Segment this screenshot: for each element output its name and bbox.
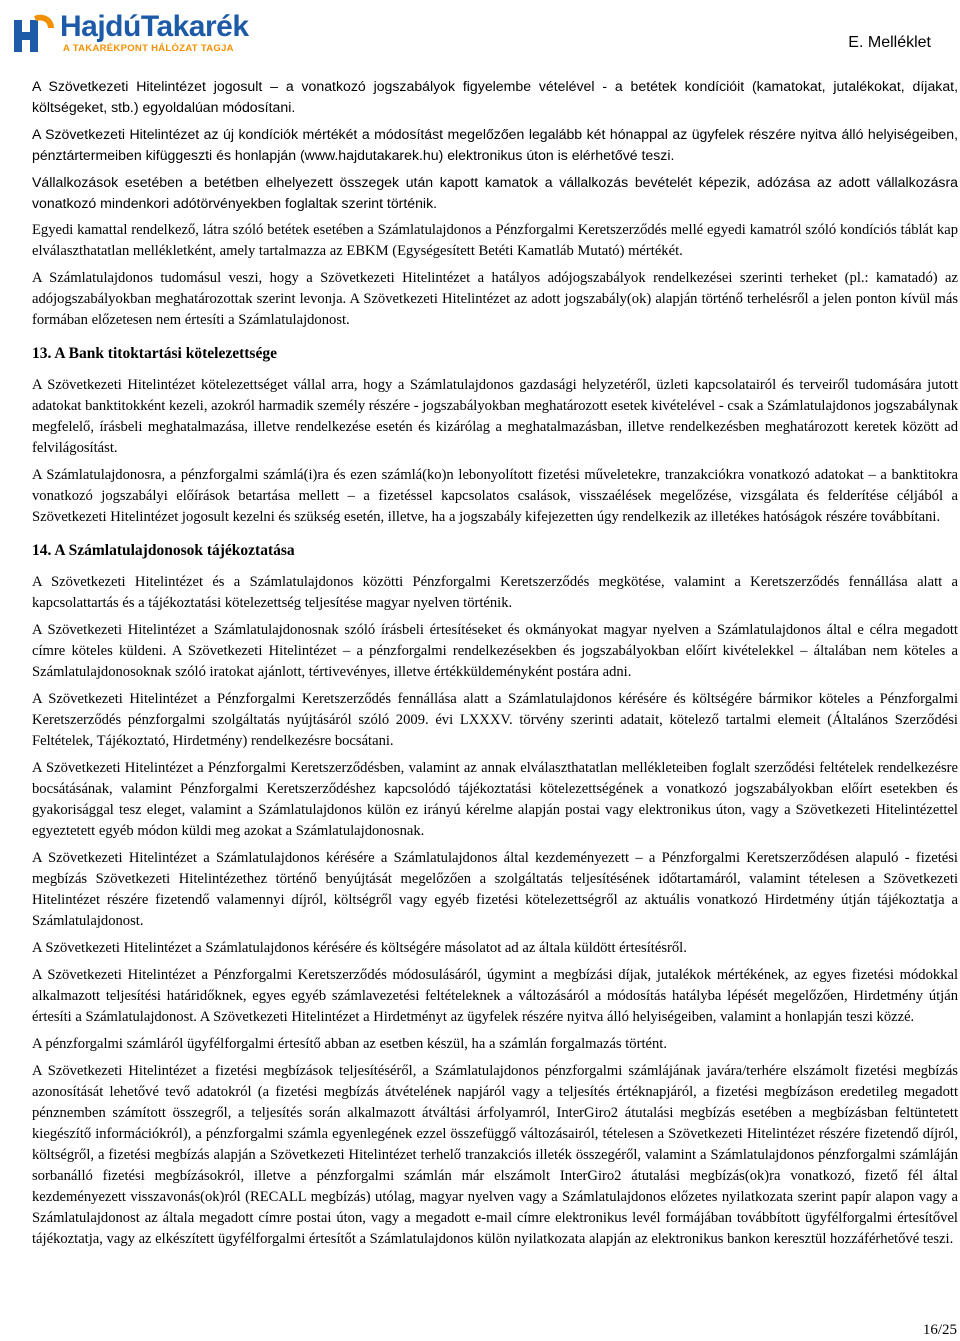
hajdu-takarek-logo	[10, 10, 250, 62]
logo-mark-icon	[10, 12, 56, 56]
body-paragraph: A Szövetkezeti Hitelintézet a Pénzforgalmi Keretszerződésben, valamint az annak elválaszthatatlan mellékleteiben foglalt szerződési feltételek rendelkezésre bocsátásának, valamint Pénzforgalmi Keretszerződéshez kapcsolódó tájékoztatási kötelezettségének a vonatkozó jogszabályokban előírt esetekben és gyakorisággal tesz eleget, valamint a Számlatulajdonos külön ez irányú kérelme alapján postai vagy elektronikus úton, vagy a Szövetkezeti Hitelintézettel egyeztetett egyéb módon küldi meg azokat a Számlatulajdonosnak.	[32, 760, 958, 839]
body-paragraph: A Szövetkezeti Hitelintézet a Számlatulajdonosnak szóló írásbeli értesítéseket és okmányokat magyar nyelven a Számlatulajdonos által e célra megadott címre köteles küldeni. A Szövetkezeti Hitelintézet – a pénzforgalmi rendelkezésekben és jogszabályokban előírt kivételekkel – általában nem köteles a Számlatulajdonosoknak szóló iratokat ajánlott, tértivevényes, illetve értékküldeményként postára adni.	[32, 622, 958, 680]
logo-word-takarek: Takarék	[140, 10, 249, 43]
body-paragraph: A Szövetkezeti Hitelintézet az új kondíciók mértékét a módosítást megelőzően legalább két hónappal az ügyfelek részére nyitva álló helyiségeiben, pénztártermeiben kifüggeszti és honlapján (www.hajdutakarek.hu) elektronikus úton is elérhetővé teszi.	[32, 126, 958, 163]
body-paragraph: A Számlatulajdonos tudomásul veszi, hogy a Szövetkezeti Hitelintézet a hatályos adójogszabályok rendelkezései szerinti terheket (pl.: kamatadó) az adójogszabályokban meghatározottak szerint levonja. A Szövetkezeti Hitelintézet az adott jogszabály(ok) alapján történő terhelésről a jelen ponton kívül más formában előzetesen nem értesíti a Számlatulajdonost.	[32, 270, 958, 328]
body-paragraph: A Szövetkezeti Hitelintézet a Számlatulajdonos kérésére a Számlatulajdonos által kezdeményezett – a Pénzforgalmi Keretszerződésen alapuló - fizetési megbízás Szövetkezeti Hitelintézethez történő benyújtását megelőzően a szolgáltatás teljesítésének időtartamáról, valamint tételesen a Szövetkezeti Hitelintézet részére fizetendő valamennyi díjról, költségről vagy egyéb fizetési kötelezettségről az aktuális vonatkozó Hirdetmény útján tájékoztatja a Számlatulajdonost.	[32, 850, 958, 929]
annex-label: E. Melléklet	[848, 34, 931, 51]
body-paragraph: A Számlatulajdonosra, a pénzforgalmi számlá(i)ra és ezen számlá(ko)n lebonyolított fizetési műveletekre, tranzakciókra vonatkozó adatokat – a banktitokra vonatkozó jogszabályi előírások betartása mellett – a fizetéssel kapcsolatos csalások, visszaélések megelőzése, vizsgálata és felderítése céljából a Szövetkezeti Hitelintézet jogosult kezelni és szükség esetén, illetve, ha a jogszabály kifejezetten úgy rendelkezik az illetékes hatóságok részére továbbítani.	[32, 467, 958, 525]
body-paragraph: Vállalkozások esetében a betétben elhelyezett összegek után kapott kamatok a vállalkozás bevételét képezik, adózása az adott vállalkozásra vonatkozó mindenkori adótörvényekben foglaltak szerint történik.	[32, 174, 958, 211]
body-paragraph: A pénzforgalmi számláról ügyfélforgalmi értesítő abban az esetben készül, ha a számlán forgalmazás történt.	[32, 1036, 667, 1052]
document-body	[32, 76, 958, 1250]
logo-tagline: A TAKARÉKPONT HÁLÓZAT TAGJA	[63, 43, 234, 54]
logo-word-hajdu: Hajdú	[60, 10, 141, 43]
body-paragraph: Egyedi kamattal rendelkező, látra szóló betétek esetében a Számlatulajdonos a Pénzforgalmi Keretszerződés mellé egyedi kamatról szóló kondíciós táblát kap elválaszthatatlan mellékletként, amely tartalmazza az EBKM (Egységesített Betéti Kamatláb Mutató) mértékét.	[32, 222, 958, 259]
page-number: 16/25	[922, 1322, 957, 1338]
body-paragraph: A Szövetkezeti Hitelintézet jogosult – a vonatkozó jogszabályok figyelembe vételével - a betétek kondícióit (kamatokat, jutalékokat, díjakat, költségeket, stb.) egyoldalúan módosítani.	[32, 78, 958, 115]
body-paragraph: A Szövetkezeti Hitelintézet kötelezettséget vállal arra, hogy a Számlatulajdonos gazdasági helyzetéről, üzleti kapcsolatairól és terveiről tudomására jutott adatokat banktitokként kezeli, azokról harmadik személy részére - jogszabályokban meghatározott esetek kivételével - csak a Számlatulajdonos jogszabálynak megfelelő, írásbeli meghatalmazása, illetve rendelkezése esetén és kizárólag a meghatalmazásban, illetve rendelkezésben meghatározott keretek között ad felvilágosítást.	[32, 377, 958, 456]
body-paragraph: A Szövetkezeti Hitelintézet a Pénzforgalmi Keretszerződés fennállása alatt a Számlatulajdonos kérésére és költségére bármikor köteles a Pénzforgalmi Keretszerződés pénzforgalmi szolgáltatás nyújtásáról szóló 2009. évi LXXXV. törvény szerinti adatait, kötelező tartalmi elemeit (Általános Szerződési Feltételek, Tájékoztató, Hirdetmény) rendelkezésre bocsátani.	[32, 691, 958, 749]
body-paragraph: A Szövetkezeti Hitelintézet a Pénzforgalmi Keretszerződés módosulásáról, úgymint a megbízási díjak, jutalékok mértékének, az egyes fizetési módokkal alkalmazott teljesítési határidőknek, egyes egyéb számlavezetési feltételeknek a változásáról a módosítás hatályba lépését megelőzően, Hirdetmény útján értesíti a Számlatulajdonost. A Szövetkezeti Hitelintézet a Hirdetményt az ügyfelek részére nyitva álló helyiségeiben, valamint a honlapján teszi közzé.	[32, 967, 958, 1025]
body-paragraph: A Szövetkezeti Hitelintézet a Számlatulajdonos kérésére és költségére másolatot ad az általa küldött értesítésről.	[32, 940, 687, 956]
section-heading: 14. A Számlatulajdonosok tájékoztatása	[32, 542, 295, 559]
body-paragraph: A Szövetkezeti Hitelintézet és a Számlatulajdonos közötti Pénzforgalmi Keretszerződés megkötése, valamint a Keretszerződés fennállása alatt a kapcsolattartás és a tájékoztatási kötelezettség teljesítése magyar nyelven történik.	[32, 574, 958, 611]
body-paragraph: A Szövetkezeti Hitelintézet a fizetési megbízások teljesítéséről, a Számlatulajdonos pénzforgalmi számlájának javára/terhére elszámolt fizetési megbízás azonosítását lehetővé tevő adatokról (a fizetési megbízás átvételének napjáról vagy a teljesítés értéknapjáról, a fizetési megbízáson eredetileg megadott pénznemben számított összegről, a teljesítés során alkalmazott átváltási árfolyamról, InterGiro2 átutalási megbízás esetében a megbízásban feltüntetett kiegészítő információkról), a pénzforgalmi számla egyenlegének ezzel összefüggő változásairól, tételesen a Szövetkezeti Hitelintézet részére fizetendő díjról, költségről, a fizetési megbízás alapján a Szövetkezeti Hitelintézet terhelő tranzakciós illeték összegéről, valamint a Számlatulajdonos pénzforgalmi számláján sorbanálló fizetési megbízásokról, illetve a pénzforgalmi számlán már elszámolt InterGiro2 átutalási megbízás(ok)ra vonatkozó, fizető fél által kezdeményezett visszavonás(ok)ról (RECALL megbízás) utólag, magyar nyelven vagy a Számlatulajdonos előzetes nyilatkozata szerint papír alapon vagy a Számlatulajdonost az általa megadott címre postai úton, vagy a megadott e-mail címre elektronikus levél formájában továbbított ügyfélforgalmi értesítővel tájékoztatja, vagy az elkészített ügyfélforgalmi értesítőt a Számlatulajdonos külön nyilatkozata alapján az elektronikus bankon keresztül hozzáférhetővé teszi.	[32, 1063, 958, 1247]
logo-wordmark	[60, 10, 249, 44]
section-heading: 13. A Bank titoktartási kötelezettsége	[32, 345, 277, 362]
